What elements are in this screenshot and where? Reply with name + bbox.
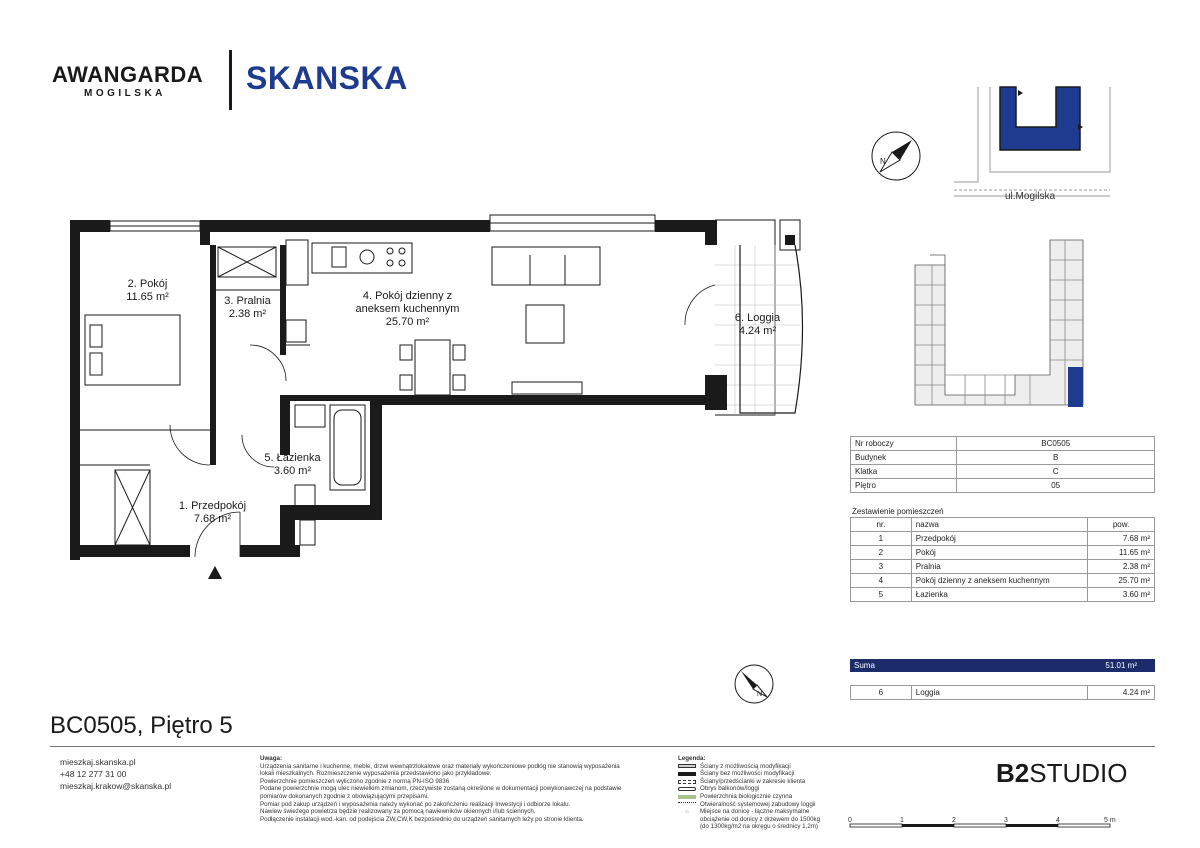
table-row: Budynek B [851, 451, 1155, 465]
street-label: ul.Mogilska [1005, 191, 1056, 202]
table-row: 3 Pralnia 2.38 m² [851, 560, 1155, 574]
legend-block: Legenda: Ściany z możliwością modyfikacji Ściany bez możliwości modyfikacji Ściany/przedścianki w zakresie klienta Obrys balkonów/loggi Powierzchnia biologicznie czynna Otwieralność systemowej zabudowy loggii ⁘ Miejsce na donicę - łączne maksymalne obciążenie od donicy z drzewem do 1500kg (do 1300kg/m2 na okręgu o średnicy 1,2m) [678, 755, 828, 831]
scale-bar [846, 814, 1126, 834]
unit-info-table [850, 436, 1155, 493]
studio-logo: B2STUDIO [996, 758, 1128, 788]
legend-item: Obrys balkonów/loggi [678, 785, 828, 793]
scale-tick-label: 3 [1004, 817, 1008, 824]
legend-item: Ściany/przedścianki w zakresie klienta [678, 778, 828, 786]
legend-item: Ściany bez możliwości modyfikacji [678, 770, 828, 778]
table-row: Nr roboczy BC0505 [851, 437, 1155, 451]
development-sublogo: MOGILSKA [84, 88, 166, 99]
table-row: 4 Pokój dzienny z aneksem kuchennym 25.70 m² [851, 574, 1155, 588]
room-loggia-label: 6. Loggia 4.24 m² [734, 312, 781, 337]
svg-text:N: N [757, 691, 763, 698]
room-laundry-label: 3. Pralnia 2.38 m² [224, 295, 271, 320]
scale-tick-label: 0 [848, 817, 852, 824]
table-header-row: nr. nazwa pow. [851, 518, 1155, 532]
contact-email[interactable]: mieszkaj.krakow@skanska.pl [60, 781, 172, 791]
building-key-plan [905, 235, 1090, 410]
contact-website[interactable]: mieszkaj.skanska.pl [60, 757, 136, 767]
room-bedroom-label: 2. Pokój 11.65 m² [126, 278, 169, 303]
summary-caption: Zestawienie pomieszczeń [852, 507, 944, 516]
unit-location-highlight [1068, 367, 1083, 407]
room-summary-table [850, 517, 1155, 602]
room-bathroom-label: 5. Łazienka 3.60 m² [264, 452, 321, 477]
developer-logo: SKANSKA [246, 60, 408, 96]
legend-item: ⁘ Miejsce na donicę - łączne maksymalne [684, 808, 810, 816]
site-plan [950, 82, 1160, 202]
logo-divider [229, 50, 232, 110]
room-hall-label: 1. Przedpokój 7.68 m² [178, 500, 247, 525]
legend-item: Powierzchnia biologicznie czynna [678, 793, 828, 801]
table-row: Klatka C [851, 465, 1155, 479]
room-living-label: 4. Pokój dzienny z aneksem kuchennym 25.70 m² [355, 290, 460, 328]
svg-text:N: N [880, 157, 886, 166]
development-logo: AWANGARDA [52, 62, 204, 87]
contact-phone: +48 12 277 31 00 [60, 769, 127, 779]
contact-block [60, 756, 171, 792]
scale-tick-label: 5 m [1104, 817, 1116, 824]
table-row: 1 Przedpokój 7.68 m² [851, 532, 1155, 546]
scale-tick-label: 4 [1056, 817, 1060, 824]
table-row: 6 Loggia 4.24 m² [851, 686, 1155, 700]
scale-tick-label: 2 [952, 817, 956, 824]
north-arrow-icon [870, 130, 922, 182]
sum-bar [850, 659, 1155, 672]
notes-block: Uwaga: Urządzenia sanitarne i kuchenne, meble, drzwi wewnątrzlokalowe oraz materiały wykończeniowe podłóg nie stanowią wyposażenia lokali mieszkalnych. Rozmieszczenie wyposażenia przedstawiono jako przykładowe. Powierzchnie pomieszczeń wyliczono zgodnie z normą PN-ISO 9836 Podane powierzchnie mogą ulec niewielkim zmianom, rzeczywiste zostaną określone w dokumentacji powykonawczej na podstawie pomiarów dokonanych zgodnie z obowiązującymi przepisami. Pomiar pod zakup urządzeń i wyposażenia należy wykonać po zakończeniu realizacji Inwestycji i odbiorze lokalu. Nawiew świeżego powietrza będzie realizowany za pomocą nawiewników okiennych i/lub ściennych. Podłączenie instalacji wod.-kan. od podejścia ZW,CW,K bezpośrednio do urządzeń sanitarnych leży po stronie klienta. [260, 755, 622, 823]
legend-item: Otwieralność systemowej zabudowy loggii [678, 801, 828, 809]
sum-value: 51.01 m² [1105, 661, 1137, 670]
building-highlight [1000, 87, 1080, 150]
north-arrow-small-icon [733, 663, 775, 705]
loggia-table [850, 685, 1155, 700]
table-row: 5 Łazienka 3.60 m² [851, 588, 1155, 602]
sum-label: Suma [854, 661, 875, 670]
table-row: 2 Pokój 11.65 m² [851, 546, 1155, 560]
floor-plan [60, 205, 840, 585]
scale-tick-label: 1 [900, 817, 904, 824]
footer-divider [50, 746, 1155, 747]
unit-title: BC0505, Piętro 5 [50, 712, 233, 739]
legend-item: Ściany z możliwością modyfikacji [678, 763, 828, 771]
table-row: Piętro 05 [851, 479, 1155, 493]
